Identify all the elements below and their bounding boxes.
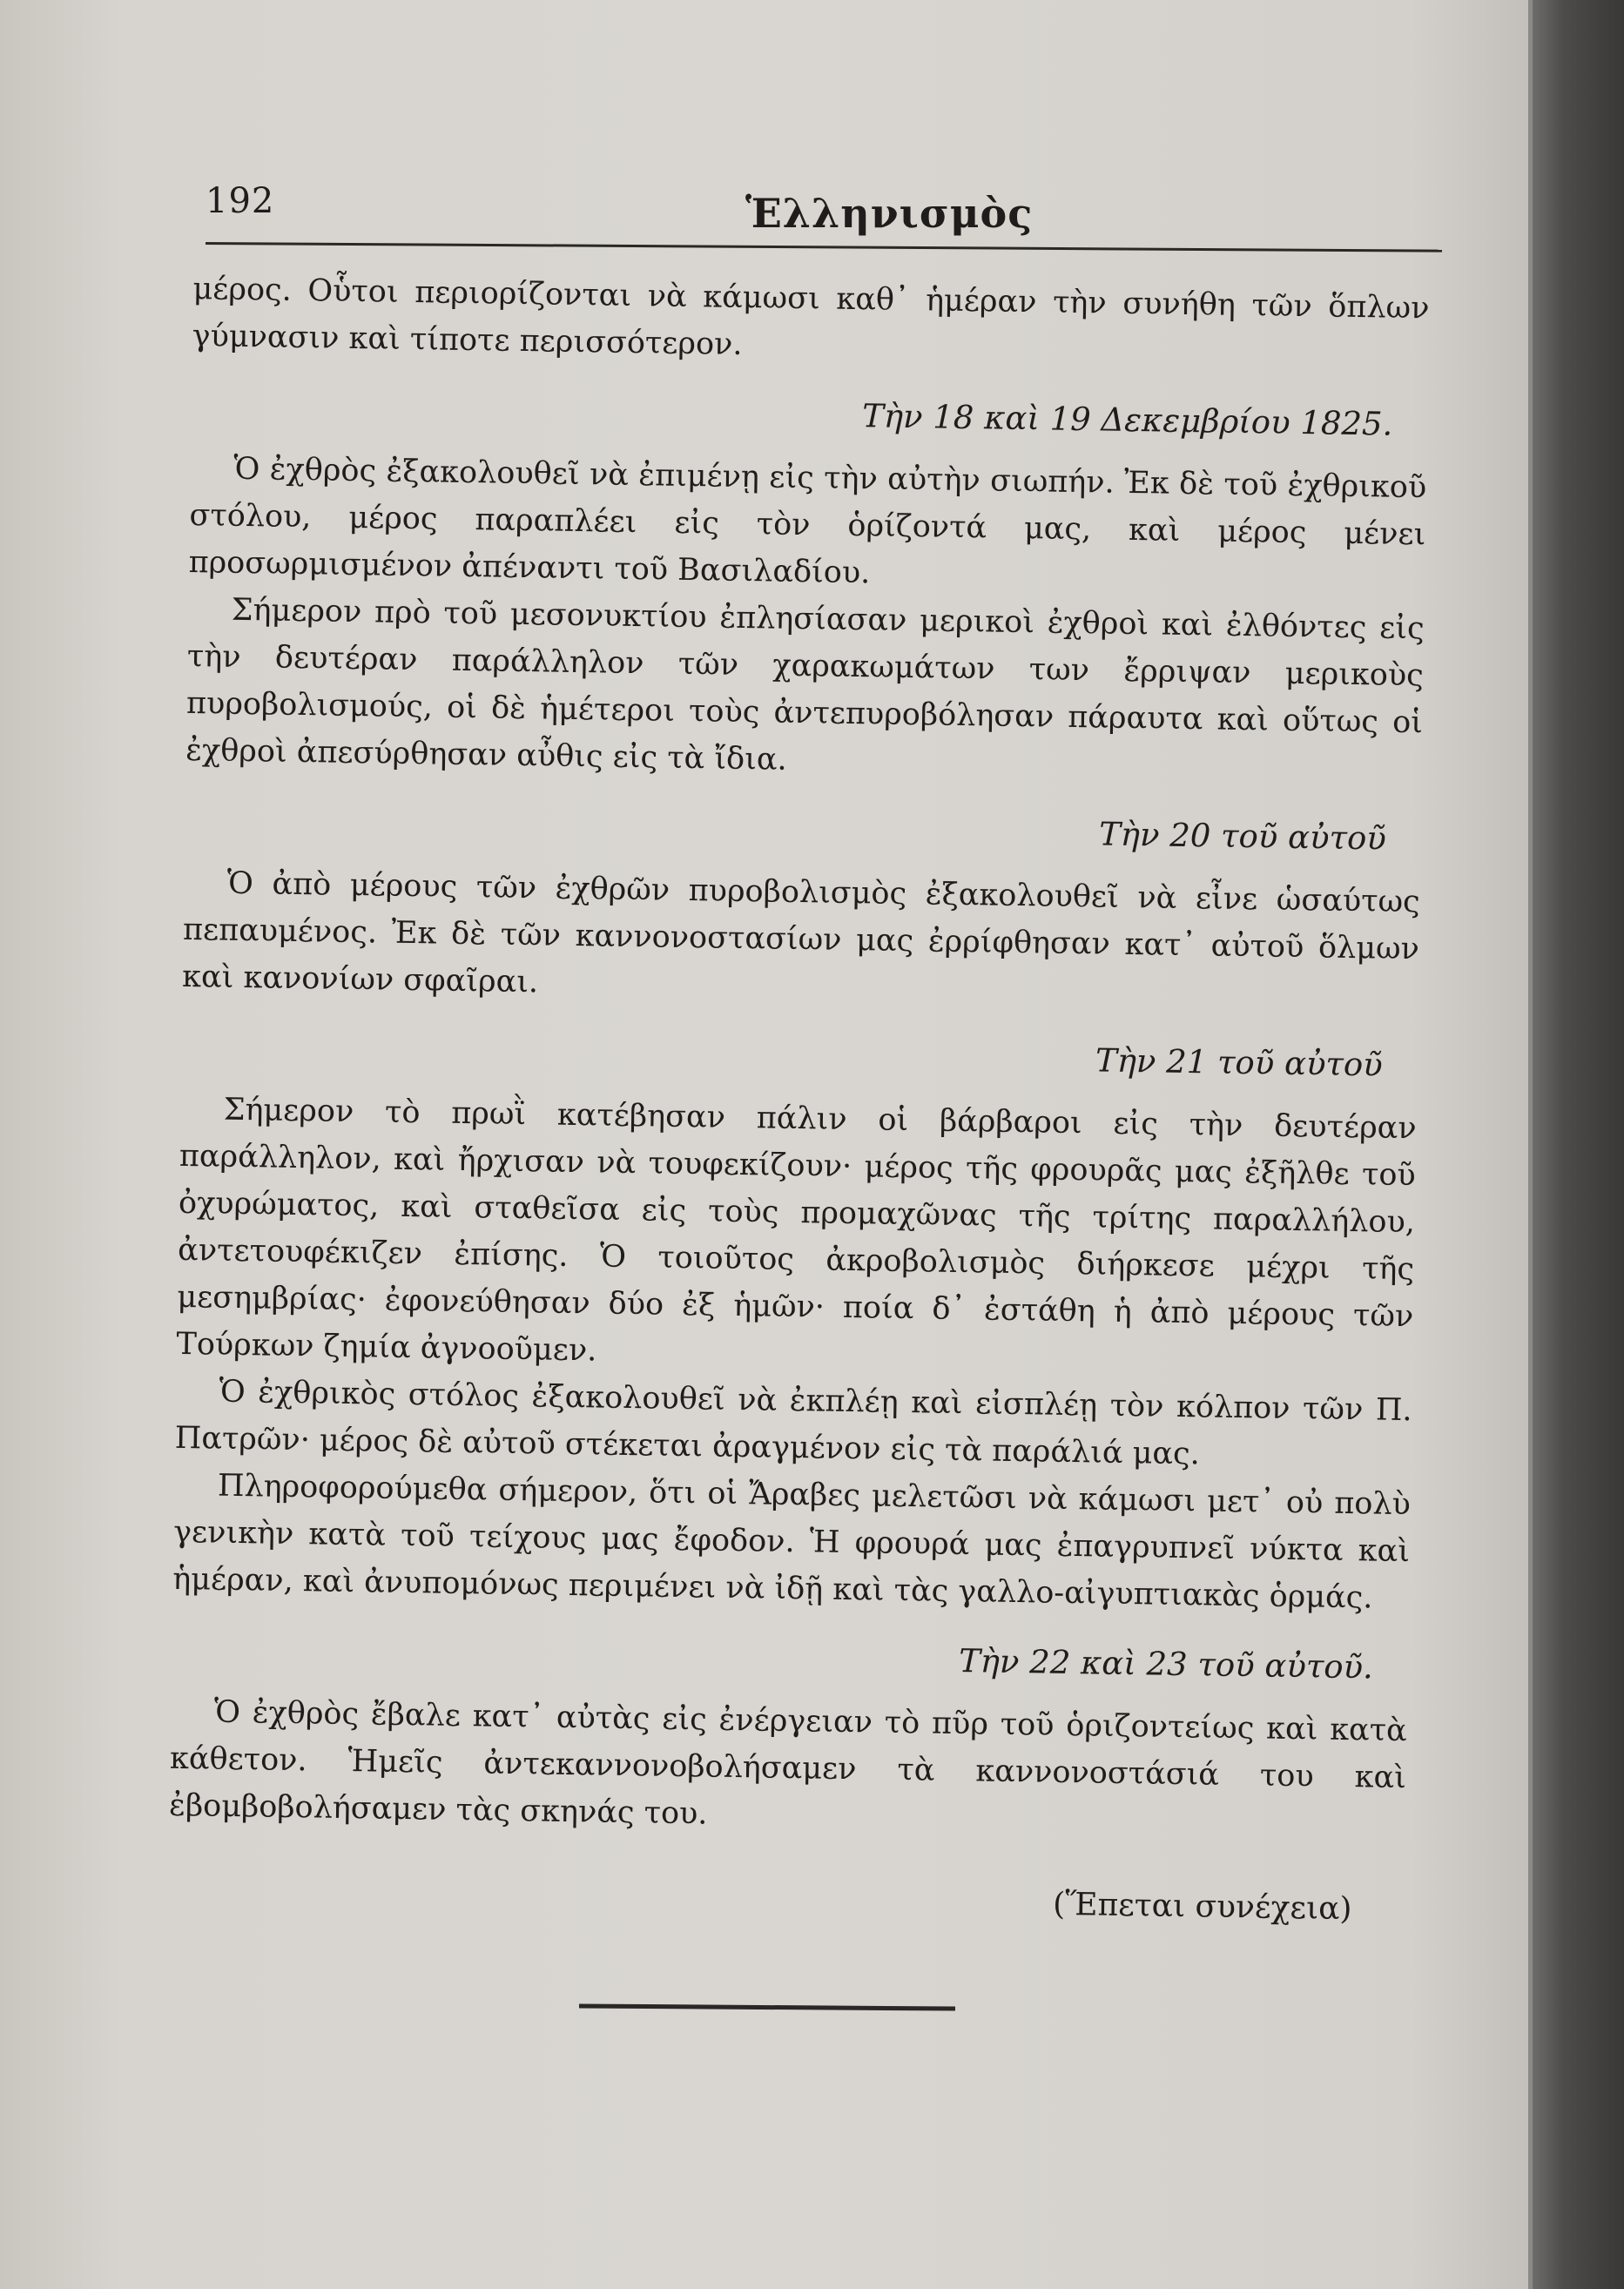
paragraph-8: Ὁ ἐχθρὸς ἔβαλε κατ᾽ αὐτὰς εἰς ἐνέργειαν τὸ πῦρ τοῦ ὁριζοντείως καὶ κατὰ κάθετον. Ἡμεῖς ἀντεκαννονοβολήσαμεν τὰ καννονοστάσιά του καὶ ἐβομβοβολήσαμεν τὰς σκηνάς του. — [168, 1694, 1408, 1832]
paragraph-3: Σήμερον πρὸ τοῦ μεσονυκτίου ἐπλησίασαν μερικοὶ ἐχθροὶ καὶ ἐλθόντες εἰς τὴν δευτέραν παράλληλον τῶν χαρακωμάτων των ἔρριψαν μερικοὺς πυροβολισμούς, οἱ δὲ ἡμέτεροι τοὺς ἀντεπυροβόλησαν πάραυτα καὶ οὕτως οἱ ἐχθροὶ ἀπεσύρθησαν αὖθις εἰς τὰ ἴδια. — [185, 592, 1425, 778]
paragraph-2: Ὁ ἐχθρὸς ἐξακολουθεῖ νὰ ἐπιμένῃ εἰς τὴν αὐτὴν σιωπήν. Ἐκ δὲ τοῦ ἐχθρικοῦ στόλου, μέρος παραπλέει εἰς τὸν ὁρίζοντά μας, καὶ μέρος μένει προσωρμισμένον ἀπέναντι τοῦ Βασιλαδίου. — [188, 451, 1427, 591]
page-number: 192 — [206, 181, 275, 221]
paragraph-7: Πληροφορούμεθα σήμερον, ὅτι οἱ Ἄραβες μελετῶσι νὰ κάμωσι μετ᾽ οὐ πολὺ γενικὴν κατὰ τοῦ τείχους μας ἔφοδον. Ἡ φρουρά μας ἐπαγρυπνεῖ νύκτα καὶ ἡμέραν, καὶ ἀνυπομόνως περιμένει νὰ ἰδῇ καὶ τὰς γαλλο-αἰγυπτιακὰς ὁρμάς. — [172, 1468, 1412, 1616]
paragraph-4: Ὁ ἀπὸ μέρους τῶν ἐχθρῶν πυροβολισμὸς ἐξακολουθεῖ νὰ εἶνε ὡσαύτως πεπαυμένος. Ἐκ δὲ τῶν καννονοστασίων μας ἐρρίφθησαν κατ᾽ αὐτοῦ ὅλμων καὶ κανονίων σφαῖραι. — [181, 865, 1421, 1000]
date-heading-1: Τὴν 18 καὶ 19 Δεκεμβρίου 1825. — [861, 397, 1393, 443]
running-title: Ἑλληνισμὸς — [745, 190, 1034, 237]
paragraph-6: Ὁ ἐχθρικὸς στόλος ἐξακολουθεῖ νὰ ἐκπλέῃ καὶ εἰσπλέῃ τὸν κόλπον τῶν Π. Πατρῶν· μέρος δὲ αὐτοῦ στέκεται ἀραγμένον εἰς τὰ παράλιά μας. — [174, 1374, 1412, 1472]
continued-note: (Ἕπεται συνέχεια) — [1052, 1886, 1352, 1928]
date-heading-4: Τὴν 22 καὶ 23 τοῦ αὐτοῦ. — [958, 1642, 1374, 1686]
paragraph-1: μέρος. Οὗτοι περιορίζονται νὰ κάμωσι καθ᾽ ἡμέραν τὴν συνήθη τῶν ὅπλων γύμνασιν καὶ τίποτε περισσότερον. — [192, 271, 1430, 362]
book-spine — [1533, 0, 1624, 2289]
date-heading-2: Τὴν 20 τοῦ αὐτοῦ — [1098, 815, 1387, 858]
paragraph-5: Σήμερον τὸ πρωῒ κατέβησαν πάλιν οἱ βάρβαροι εἰς τὴν δευτέραν παράλληλον, καὶ ἤρχισαν νὰ τουφεκίζουν· μέρος τῆς φρουρᾶς μας ἐξῆλθε τοῦ ὀχυρώματος, καὶ σταθεῖσα εἰς τοὺς προμαχῶνας τῆς τρίτης παραλλήλου, ἀντετουφέκιζεν ἐπίσης. Ὁ τοιοῦτος ἀκροβολισμὸς διήρκεσε μέχρι τῆς μεσημβρίας· ἐφονεύθησαν δύο ἐξ ἡμῶν· ποία δ᾽ ἐστάθη ἡ ἀπὸ μέρους τῶν Τούρκων ζημία ἀγνοοῦμεν. — [176, 1092, 1417, 1369]
date-heading-3: Τὴν 21 τοῦ αὐτοῦ — [1095, 1041, 1384, 1084]
body-text — [167, 266, 1430, 1934]
